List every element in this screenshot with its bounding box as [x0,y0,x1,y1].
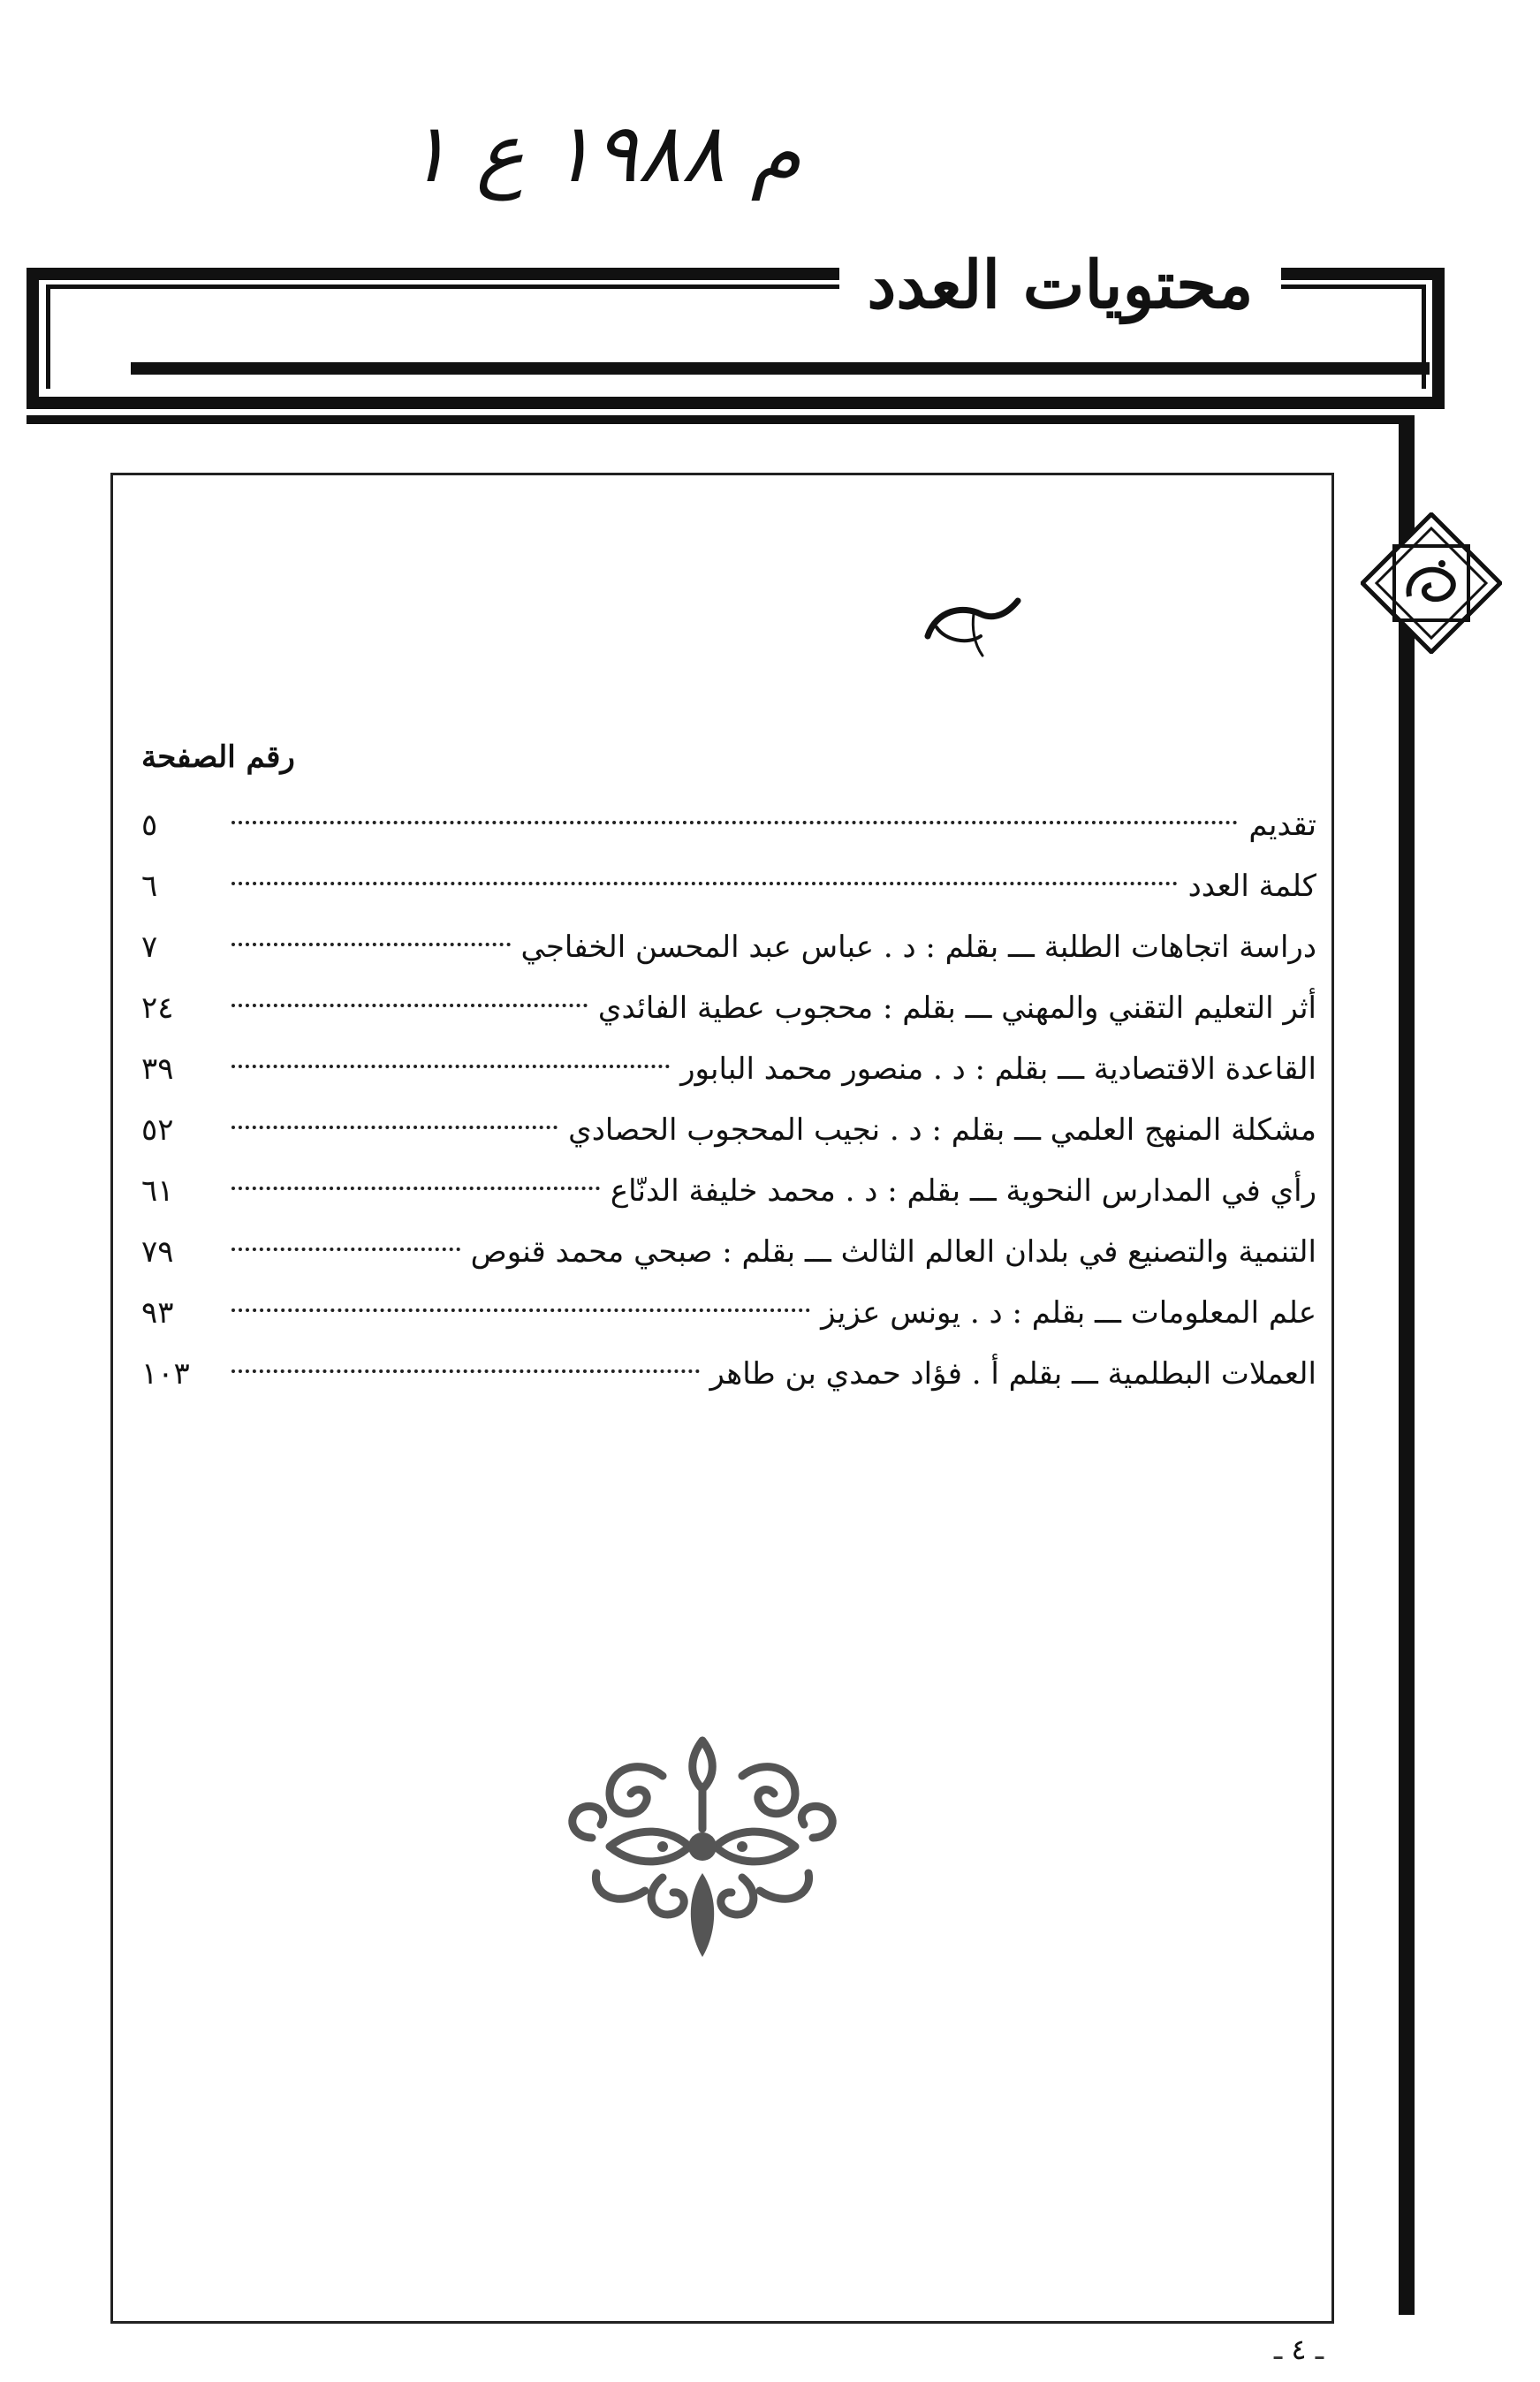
calligraphy-mark-icon [919,574,1025,663]
toc-row [141,1039,1316,1100]
toc-row [141,795,1316,856]
diamond-ornament-icon [1361,512,1502,654]
toc-page-number: ٧٩ [141,1234,174,1270]
toc-row [141,1100,1316,1161]
toc-leader-dots [231,1065,670,1068]
toc-title: القاعدة الاقتصادية ـــ بقلم : د . منصور محمد البابور [680,1051,1316,1087]
toc-leader-dots [231,882,1178,885]
toc-page-number: ٦ [141,869,158,904]
toc-row [141,1161,1316,1222]
toc-page-number: ٧ [141,929,158,965]
toc-leader-dots [231,1126,558,1129]
toc-page-number: ٣٩ [141,1051,174,1087]
toc-row [141,1222,1316,1283]
toc-title: تقديم [1248,808,1316,843]
toc-leader-dots [231,821,1238,824]
page-number: ـ ٤ ـ [1273,2333,1324,2366]
toc-leader-dots [231,1309,810,1312]
toc-page-number: ٥٢ [141,1112,174,1148]
toc-title: العملات البطلمية ـــ بقلم أ . فؤاد حمدي بن طاهر [709,1356,1316,1392]
toc-title: علم المعلومات ـــ بقلم : د . يونس عزيز [821,1295,1316,1331]
toc-page-number: ٦١ [141,1173,174,1209]
toc-row [141,856,1316,917]
toc-title: دراسة اتجاهات الطلبة ـــ بقلم : د . عباس عبد المحسن الخفاجي [520,929,1316,965]
toc-page-number: ٥ [141,808,158,843]
toc-title: كلمة العدد [1187,869,1316,904]
side-rule-vertical [1399,415,1415,2315]
toc-leader-dots [231,1004,588,1007]
toc-title: مشكلة المنهج العلمي ـــ بقلم : د . نجيب المحجوب الحصادي [568,1112,1316,1148]
toc-leader-dots [231,1369,700,1373]
toc-row [141,917,1316,978]
toc-page-number: ٩٣ [141,1295,174,1331]
toc-row [141,1283,1316,1344]
page-title: محتويات العدد [839,237,1281,334]
side-rule-horizontal [27,415,1415,424]
floral-ornament-icon [557,1723,848,1970]
handwritten-note-text: م ١٩٨٨ ع ١ [406,106,801,201]
title-underline [131,362,1430,375]
handwritten-note [371,97,1043,221]
table-of-contents [141,795,1316,1405]
toc-leader-dots [231,1248,460,1251]
toc-page-number: ٢٤ [141,990,174,1026]
toc-title: التنمية والتصنيع في بلدان العالم الثالث ـــ بقلم : صبحي محمد قنوص [470,1234,1316,1270]
page-number-value: ٤ [1291,2333,1307,2366]
toc-leader-dots [231,943,511,946]
toc-title: أثر التعليم التقني والمهني ـــ بقلم : محجوب عطية الفائدي [597,990,1316,1026]
toc-page-number: ١٠٣ [141,1356,190,1392]
page-number-column-header: رقم الصفحة [141,740,295,775]
toc-title: رأي في المدارس النحوية ـــ بقلم : د . محمد خليفة الدنّاع [610,1173,1316,1209]
toc-row [141,1344,1316,1405]
toc-leader-dots [231,1187,600,1190]
toc-row [141,978,1316,1039]
